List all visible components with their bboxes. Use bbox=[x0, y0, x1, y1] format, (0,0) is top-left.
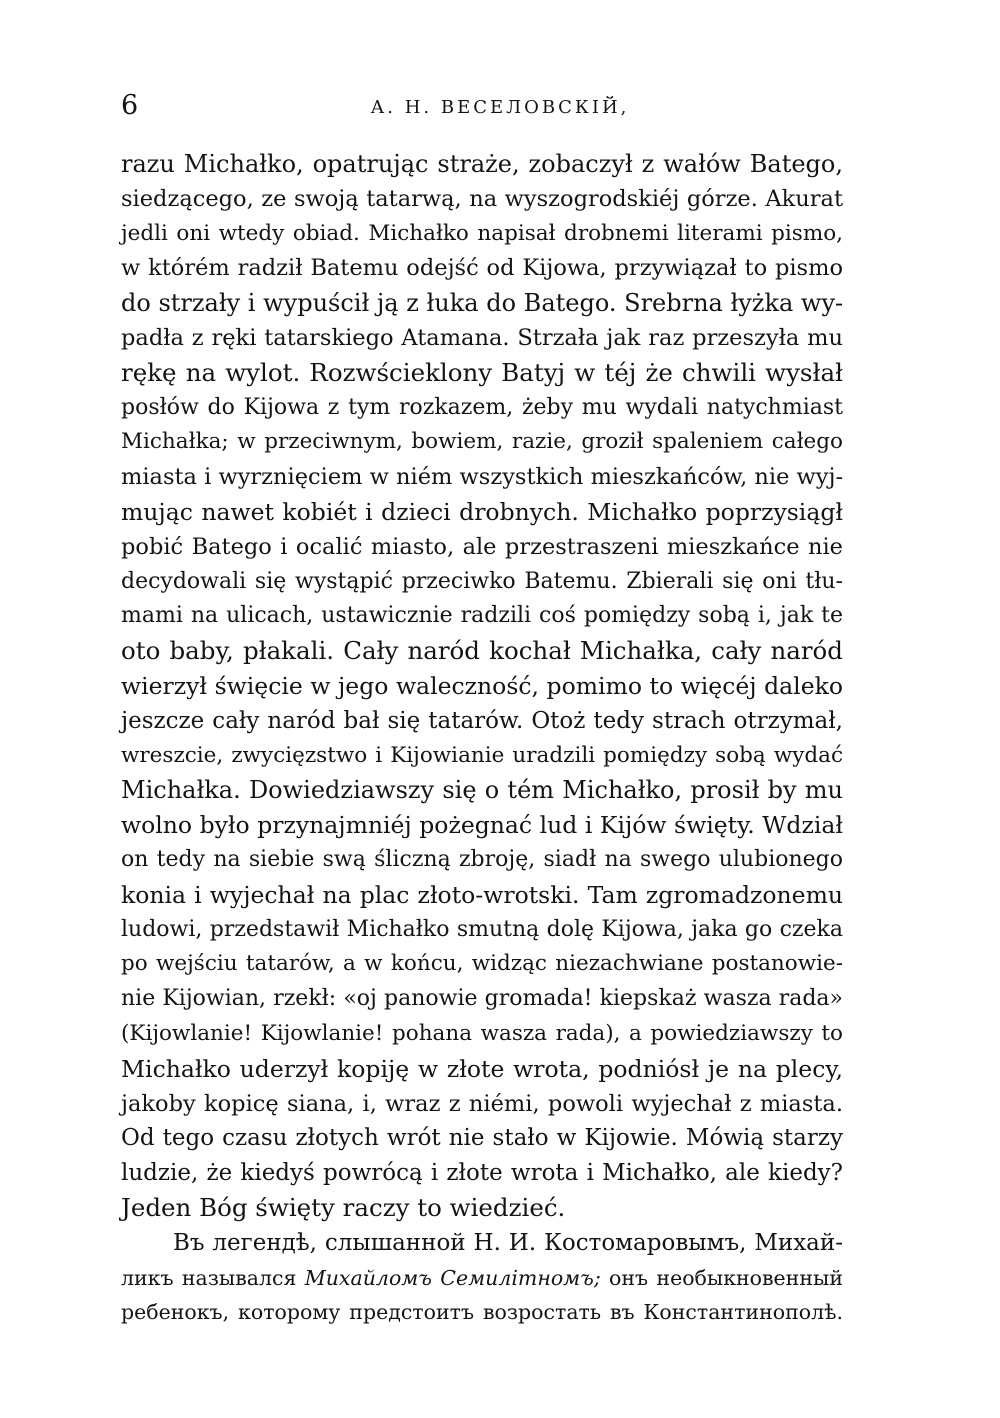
text-line: razu Michałko, opatrując straże, zobaczył z wałów Batego, bbox=[121, 150, 843, 178]
italic-name: Михайломъ Семилітномъ; bbox=[304, 1265, 601, 1290]
text-line: jeszcze cały naród bał się tatarów. Otoż tedy strach otrzymał, bbox=[121, 707, 843, 734]
text-line: wolno było przynajmniéj pożegnać lud i Kijów święty. Wdział bbox=[121, 811, 843, 840]
text-line: po wejściu tatarów, a w końcu, widząc niezachwiane postanowie- bbox=[121, 951, 843, 977]
text-line: mując nawet kobiét i dzieci drobnych. Michałko poprzysiągł bbox=[121, 497, 843, 526]
body-text bbox=[121, 147, 843, 1330]
text-line: pobić Batego i ocalić miasto, ale przestraszeni mieszkańce nie bbox=[121, 533, 843, 560]
text-line: ludzie, że kiedyś powrócą i złote wrota i Michałko, ale kiedy? bbox=[121, 1160, 843, 1187]
paragraph-russian bbox=[121, 1226, 843, 1330]
text-line: oto baby, płakali. Cały naród kochał Michałka, cały naród bbox=[121, 636, 843, 666]
text-line: nie Kijowian, rzekł: «oj panowie gromada! kiepskaż wasza rada» bbox=[121, 986, 843, 1012]
text-line: konia i wyjechał na plac złoto-wrotski. Tam zgromadzonemu bbox=[121, 880, 843, 909]
page-header bbox=[0, 86, 1000, 126]
text-line: Въ легендѣ, слышанной Н. И. Костомаровымъ, Михай- bbox=[173, 1229, 843, 1256]
text-line: on tedy na siebie swą śliczną zbroję, siadł na swego ulubionego bbox=[121, 846, 843, 872]
text-line: ludowi, przedstawił Michałko smutną dolę Kijowa, jaka go czeka bbox=[121, 916, 843, 942]
text-line: Jeden Bóg święty raczy to wiedzieć. bbox=[121, 1192, 566, 1222]
text-line: rękę na wylot. Rozwścieklony Batyj w téj że chwili wysłał bbox=[121, 357, 843, 387]
text-line: do strzały i wypuścił ją z łuka do Batego. Srebrna łyżka wy- bbox=[121, 289, 844, 318]
text-line: decydowali się wystąpić przeciwko Batemu. Zbierali się oni tłu- bbox=[121, 568, 843, 594]
text-line: siedzącego, ze swoją tatarwą, na wyszogrodskiéj górze. Akurat bbox=[121, 185, 843, 212]
text-line: Michałko uderzył kopiję w złote wrota, podniósł je na plecy, bbox=[121, 1054, 843, 1083]
text-run: ликъ назывался bbox=[121, 1265, 305, 1290]
text-line: mami na ulicach, ustawicznie radzili coś pomiędzy sobą i, jak te bbox=[121, 603, 843, 629]
text-line: wierzył święcie w jego waleczność, pomimo to więcéj daleko bbox=[121, 671, 843, 700]
paragraph-polish bbox=[121, 147, 843, 1226]
text-line: Od tego czasu złotych wrót nie stało w Kijowie. Mówią starzy bbox=[121, 1125, 843, 1152]
running-head: А. Н. ВЕСЕЛОВСКІЙ, bbox=[370, 97, 630, 118]
text-run: онъ необыкновенный bbox=[600, 1265, 843, 1290]
text-line: Michałka; w przeciwnym, bowiem, razie, groził spaleniem całego bbox=[121, 429, 843, 455]
text-line: padła z ręki tatarskiego Atamana. Strzała jak raz przeszyła mu bbox=[121, 324, 843, 351]
text-line: wreszcie, zwycięzstwo i Kijowianie uradzili pomiędzy sobą wydać bbox=[121, 742, 843, 768]
text-line: posłów do Kijowa z tym rozkazem, żeby mu wydali natychmiast bbox=[121, 394, 843, 420]
text-line: Michałka. Dowiedziawszy się o tém Michałko, prosił by mu bbox=[121, 776, 843, 805]
text-line: miasta i wyrznięciem w niém wszystkich mieszkańców, nie wyj- bbox=[121, 464, 844, 491]
text-line: (Kijowlanie! Kijowlanie! pohana wasza rada), a powiedziawszy to bbox=[121, 1020, 843, 1046]
text-line: ребенокъ, которому предстоитъ возростать въ Константинополѣ. bbox=[121, 1300, 843, 1325]
text-line: jedli oni wtedy obiad. Michałko napisał drobnemi literami pismo, bbox=[121, 220, 843, 246]
text-line: w którém radził Batemu odejść od Kijowa, przywiązał to pismo bbox=[121, 255, 843, 282]
page-number: 6 bbox=[121, 90, 139, 121]
text-line bbox=[121, 1261, 843, 1296]
text-line: jakoby kopicę siana, i, wraz z niémi, powoli wyjechał z miasta. bbox=[121, 1090, 843, 1117]
